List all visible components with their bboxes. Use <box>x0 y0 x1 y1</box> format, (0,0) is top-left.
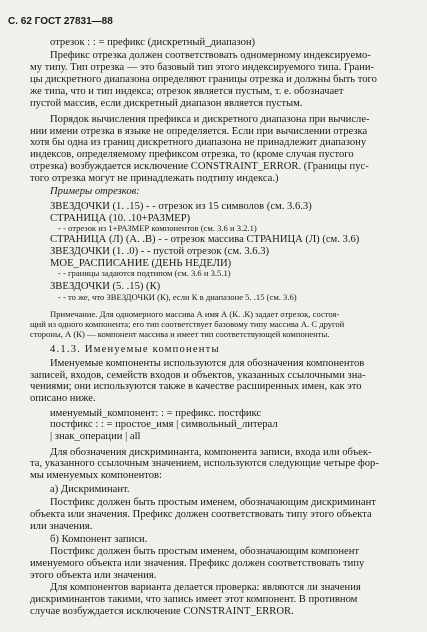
text-line: мы именуемых компонентов: <box>30 470 162 482</box>
text-line: отрезок : : = префикс (дискретный_диапазон) <box>50 36 256 48</box>
list-heading: а) Дискриминант. <box>50 483 130 495</box>
text-line: Префикс отрезка должен соответствовать одномерному индексируемо- <box>50 50 371 62</box>
text-line: Для компонентов варианта делается проверка: являются ли значения <box>50 582 361 594</box>
text-line: же типа, что и тип индекса; отрезок является пустым, т. е. обозначает <box>30 85 344 97</box>
text-line: Порядок вычисления префикса и дискретного диапазона при вычисле- <box>50 113 370 125</box>
example-comment: - - отрезок из 1+РАЗМЕР компонентов (см. 3.6 и 3.2.1) <box>58 222 257 233</box>
text-line: того отрезка могут не принадлежать подтипу индекса.) <box>30 172 279 184</box>
text-line: дискриминантов такими, что запись имеет этот компонент. В противном <box>30 594 358 606</box>
note-line: Примечание. Для одномерного массива А имя А (К. .К) задает отрезок, состоя- <box>50 308 340 319</box>
list-heading: б) Компонент записи. <box>50 533 148 545</box>
text-line: хотя бы одна из границ дискретного диапазона не принадлежит диапазону <box>30 137 367 149</box>
note-line: стороны, А (К) — компонент массива и имеет тип соответствующей компоненты. <box>30 328 330 339</box>
example-line: ЗВЕЗДОЧКИ (5. .15) (К) <box>50 280 161 292</box>
text-line: записей, входов, семейств входов и объектов, указанных ссылочными зна- <box>30 369 366 381</box>
text-line: нии имени отрезка в языке не определяется. Если при вычислении отрезка <box>30 125 368 137</box>
example-comment: - - границы задаются подтипом (см. 3.6 и 3.5.1) <box>58 268 231 278</box>
page-header: С. 62 ГОСТ 27831—88 <box>8 16 113 27</box>
section-heading: 4.1.3. Именуемые компоненты <box>50 344 220 356</box>
text-line: Для обозначения дискриминанта, компонента записи, входа или объек- <box>50 446 372 458</box>
text-line: Именуемые компоненты используются для обозначения компонентов <box>50 357 365 369</box>
text-line: описано ниже. <box>30 393 96 404</box>
example-line: ЗВЕЗДОЧКИ (1. .0) - - пустой отрезок (см. 3.6.3) <box>50 246 270 258</box>
text-line: та, указанного ссылочным значением, используются следующие четыре фор- <box>30 458 379 470</box>
examples-heading: Примеры отрезков: <box>50 185 140 197</box>
text-line: отрезка) возбуждается исключение CONSTRAINT_ERROR. (Границы пус- <box>30 161 369 172</box>
text-line: пустой массив, если дискретный диапазон является пустым. <box>30 97 303 109</box>
text-line: Постфикс должен быть простым именем, обозначающим компонент <box>50 546 360 558</box>
text-line: му типу. Тип отрезка — это базовый тип этого индексируемого типа. Грани- <box>30 62 375 74</box>
note-line: щий из одного компонента; его тип соответствует базовому типу массива А. С другой <box>30 318 345 329</box>
text-line: случае возбуждается исключение CONSTRAINT_ERROR. <box>30 606 294 617</box>
example-line: ЗВЕЗДОЧКИ (1. .15) - - отрезок из 15 символов (см. 3.6.3) <box>50 200 312 212</box>
example-line: СТРАНИЦА (10. .10+РАЗМЕР) <box>50 212 191 224</box>
text-line: цы дискретного диапазона определяют границы отрезка и должны быть того <box>30 74 377 85</box>
text-line: индексов, определяемому префиксом отрезка, то (кроме случая пустого <box>30 149 354 161</box>
example-line: СТРАНИЦА (Л) (А. .В) - - отрезок массива СТРАНИЦА (Л) (см. 3.6) <box>50 234 360 246</box>
example-line: МОЕ_РАСПИСАНИЕ (ДЕНЬ НЕДЕЛИ) <box>50 258 232 269</box>
text-line: чениями; они используются также в качестве расширенных имен, как это <box>30 381 362 393</box>
text-line: Постфикс должен быть простым именем, обозначающим дискриминант <box>50 497 376 509</box>
text-line: или значения. <box>30 520 93 532</box>
text-line: этого объекта или значения. <box>30 569 157 581</box>
text-line: именуемого объекта или значения. Префикс должен соответствовать типу <box>30 558 365 569</box>
example-comment: - - то же, что ЗВЕЗДОЧКИ (К), если К в диапазоне 5. .15 (см. 3.6) <box>58 292 297 303</box>
syntax-line: именуемый_компонент: : = префикс. постфикс <box>50 407 262 419</box>
syntax-line: постфикс : : = простое_имя | символьный_литерал <box>50 419 278 431</box>
text-line: объекта или значения. Префикс должен соответствовать типу этого объекта <box>30 509 372 520</box>
syntax-line: | знак_операции | all <box>50 431 141 443</box>
